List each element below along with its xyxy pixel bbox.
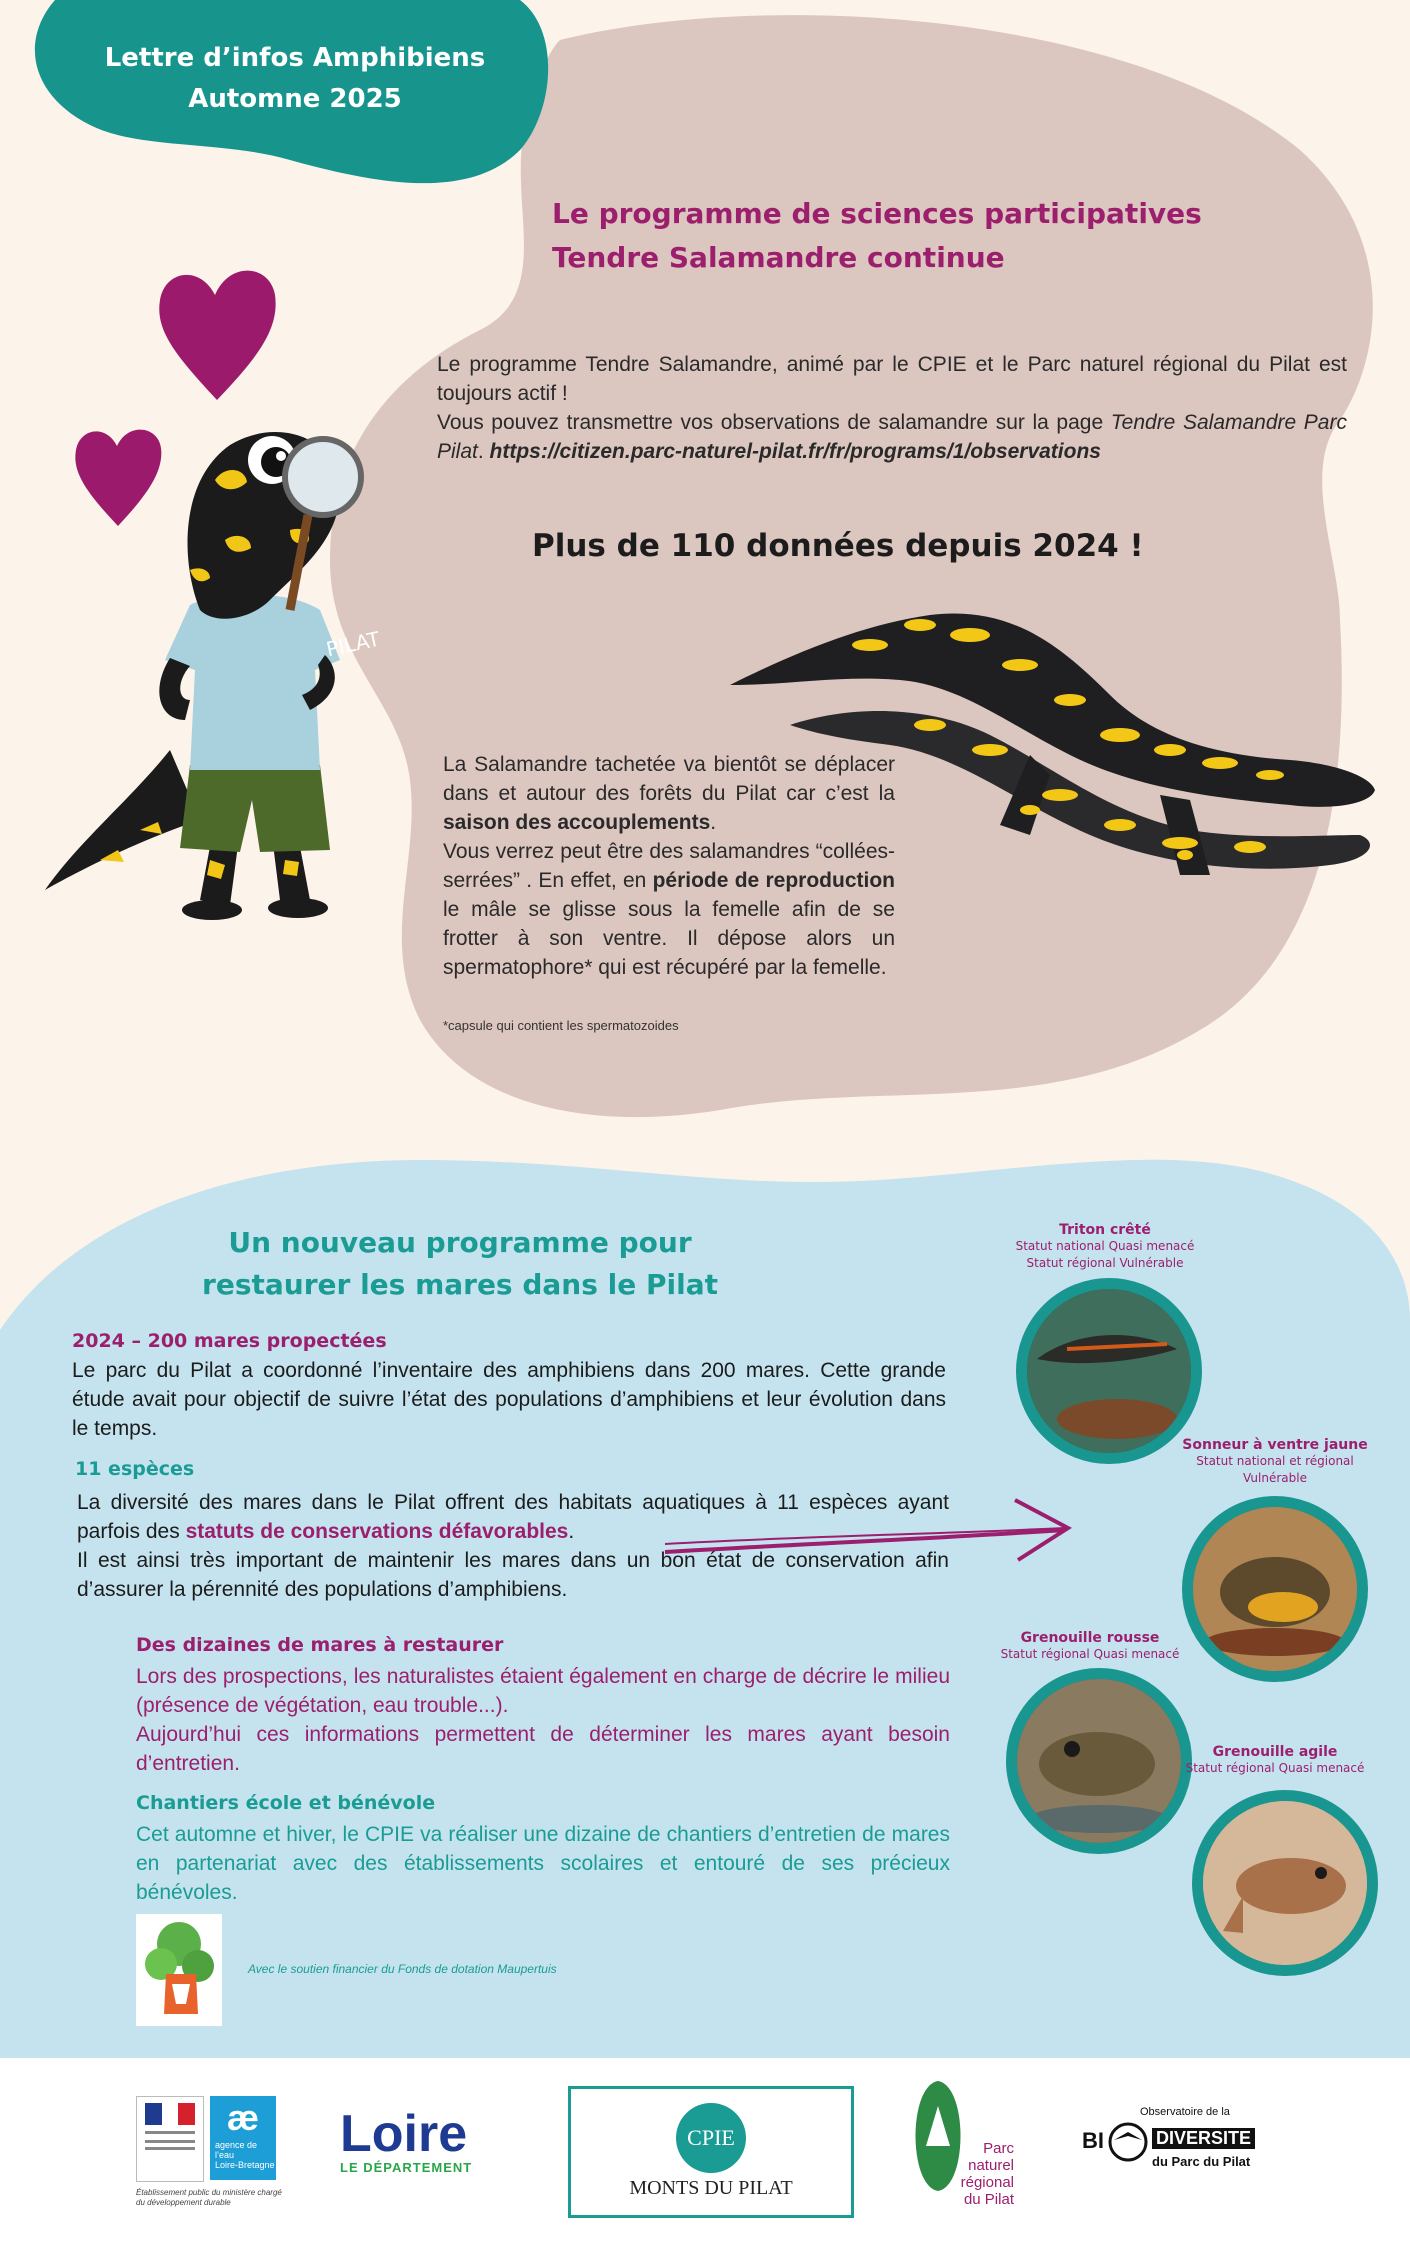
logo-loire <box>340 2105 473 2175</box>
section-restore-text <box>136 1662 950 1778</box>
obs-bi: BI <box>1082 2128 1104 2153</box>
stat-headline: Plus de 110 données depuis 2024 ! <box>532 528 1144 564</box>
species-card-triton <box>990 1222 1220 1272</box>
body-d: Vous verrez peut être des salamandres “collées-serrées” . En effet, en <box>443 840 895 892</box>
observations-link[interactable]: https://citizen.parc-naturel-pilat.fr/fr/programs/1/observations <box>489 440 1101 463</box>
species-card-agile <box>1150 1744 1400 1777</box>
newt-icon <box>1027 1289 1191 1453</box>
intro-p2-dot: . <box>477 440 490 463</box>
cpie-badge: CPIE <box>676 2103 746 2173</box>
s2-text-a: La diversité des mares dans le Pilat offrent des habitats aquatiques à 11 espèces ayant parfois des <box>77 1491 949 1543</box>
species-name: Grenouille agile <box>1212 1744 1338 1760</box>
body-f: le mâle se glisse sous la femelle afin de se frotter à son ventre. Il dépose alors un spermatophore* qui est récupéré par la femelle. <box>443 898 895 979</box>
species-status-regional: Statut régional Quasi menacé <box>1185 1761 1365 1775</box>
intro-p2-italic: Tendre Salamandre Parc Pilat <box>437 411 1347 463</box>
toad-icon <box>1193 1507 1357 1671</box>
obs-main: DIVERSITE <box>1152 2128 1255 2149</box>
body-c: . <box>710 811 717 834</box>
obs-line3: du Parc du Pilat <box>1152 2154 1251 2169</box>
agence-symbol: æ <box>226 2097 259 2138</box>
photo-agile <box>1192 1790 1378 1976</box>
parc-line2: naturel <box>968 2157 1014 2174</box>
mares-title <box>160 1222 760 1306</box>
logo-parc-pilat <box>908 2076 1018 2216</box>
salamandre-title-line2: Tendre Salamandre continue <box>552 241 1005 274</box>
species-name: Triton crêté <box>1059 1222 1151 1238</box>
logo-cpie <box>568 2086 854 2218</box>
section-worksites-text: Cet automne et hiver, le CPIE va réaliser une dizaine de chantiers d’entretien de mares en partenariat avec des établissements scolaires et entouré de ses précieux bénévoles. <box>136 1823 950 1904</box>
section-prospection-title: 2024 – 200 mares propectées <box>72 1330 387 1352</box>
loire-main: Loire <box>340 2105 468 2163</box>
body-a: La Salamandre tachetée va bientôt se déplacer dans et autour des forêts du Pilat car c’est la <box>443 753 895 805</box>
support-text: Avec le soutien financier du Fonds de dotation Maupertuis <box>248 1962 557 1976</box>
salamandre-intro <box>437 350 1347 466</box>
logo-agence-eau <box>210 2096 276 2180</box>
logo-observatoire <box>1076 2106 1276 2186</box>
section-prospection-text: Le parc du Pilat a coordonné l’inventaire des amphibiens dans 200 mares. Cette grande étude avait pour objectif de suivre l’état des populations d’amphibiens et leur évolution dans le temps. <box>72 1359 946 1440</box>
salamandre-title-line1: Le programme de sciences participatives <box>552 197 1202 230</box>
species-status-regional: Statut régional Quasi menacé <box>1000 1647 1180 1661</box>
s3-text-a: Lors des prospections, les naturalistes étaient également en charge de décrire le milieu (présence de végétation, eau trouble...). <box>136 1665 950 1717</box>
intro-p2-start: Vous pouvez transmettre vos observations de salamandre sur la page <box>437 411 1111 434</box>
etat-note: Établissement public du ministère chargé du développement durable <box>136 2188 282 2207</box>
agence-line1: agence de l’eau <box>215 2140 258 2160</box>
arrow-right-icon <box>660 1490 1080 1570</box>
maupertuis-logo <box>136 1914 222 2026</box>
section-worksites-title: Chantiers école et bénévole <box>136 1792 436 1814</box>
salamander-mascot-illustration <box>40 420 460 940</box>
obs-line1: Observatoire de la <box>1140 2106 1230 2118</box>
species-card-rousse <box>965 1630 1215 1663</box>
loire-sub: LE DÉPARTEMENT <box>340 2160 473 2175</box>
badge-season: Automne 2025 <box>188 84 402 114</box>
species-name: Sonneur à ventre jaune <box>1182 1437 1368 1453</box>
logo-republique <box>136 2096 204 2182</box>
heart-icon <box>155 260 280 405</box>
s2-text-b: statuts de conservations défavorables <box>185 1520 569 1543</box>
species-status-regional: Statut régional Vulnérable <box>1026 1256 1184 1270</box>
mascot-shirt-text: PILAT <box>324 626 382 662</box>
s2-text-d: Il est ainsi très important de maintenir les mares dans un bon état de conservation afin d’assurer la pérennité des populations d’amphibiens. <box>77 1549 949 1601</box>
species-status-national: Statut national Quasi menacé <box>1015 1239 1195 1253</box>
newsletter-badge <box>40 38 550 120</box>
mares-title-line1: Un nouveau programme pour <box>228 1226 692 1259</box>
intro-paragraph-1: Le programme Tendre Salamandre, animé par le CPIE et le Parc naturel régional du Pilat est toujours actif ! <box>437 353 1347 405</box>
parc-line4: du Pilat <box>963 2191 1014 2208</box>
cpie-sub: MONTS DU PILAT <box>629 2177 793 2199</box>
parc-line1: Parc <box>983 2140 1014 2157</box>
intro-paragraph-2 <box>437 408 1347 466</box>
footnote: *capsule qui contient les spermatozoides <box>443 1018 679 1033</box>
badge-title: Lettre d’infos Amphibiens <box>104 43 486 73</box>
species-name: Grenouille rousse <box>1020 1630 1160 1646</box>
mares-title-line2: restaurer les mares dans le Pilat <box>202 1268 718 1301</box>
s3-text-b: Aujourd’hui ces informations permettent de déterminer les mares ayant besoin d’entretien. <box>136 1723 950 1775</box>
body-e: période de reproduction <box>652 869 895 892</box>
s2-text-c: . <box>568 1520 575 1543</box>
salamandre-body <box>443 750 895 982</box>
frog-icon <box>1203 1801 1367 1965</box>
agence-line2: Loire-Bretagne <box>215 2160 275 2170</box>
salamandre-title <box>552 192 1202 280</box>
bird-icon <box>1106 2120 1150 2164</box>
parc-line3: régional <box>960 2174 1014 2191</box>
fox-tree-icon <box>136 1914 222 2026</box>
species-card-sonneur <box>1155 1437 1395 1487</box>
species-status-national: Statut national et régional <box>1196 1454 1354 1468</box>
section-species-title: 11 espèces <box>75 1458 195 1480</box>
section-restore-title: Des dizaines de mares à restaurer <box>136 1634 504 1656</box>
species-status-regional: Vulnérable <box>1243 1471 1307 1485</box>
body-b: saison des accouplements <box>443 811 711 834</box>
